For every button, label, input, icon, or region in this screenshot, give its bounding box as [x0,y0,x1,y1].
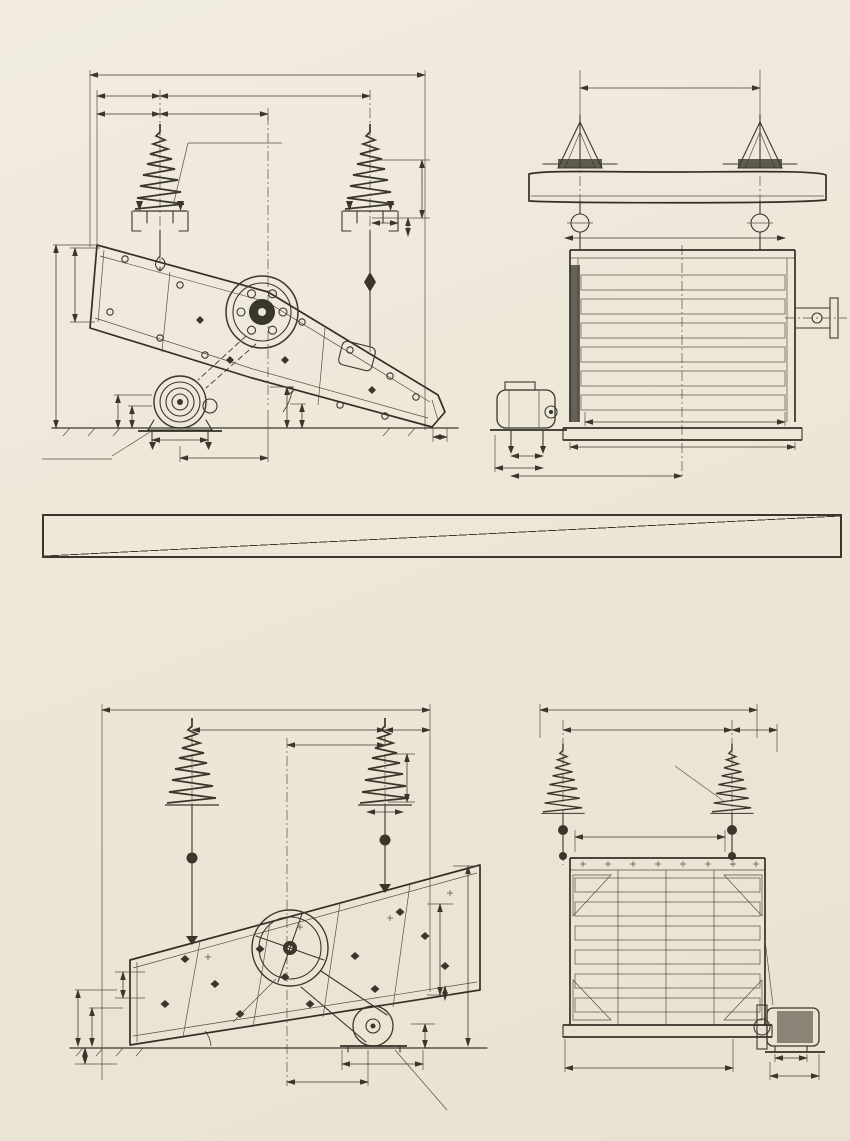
fig4l-side-dimensions [75,866,477,1064]
fig3r-suspension-rods [567,201,773,250]
fig4r-screen-box [563,858,772,1037]
fig3-belt [198,336,256,388]
table3-corner-cell [43,515,841,557]
fig3-top-dimensions [90,75,425,114]
fig4l-extension-lines [102,704,430,1086]
fig4-motor-bolt-note-line2 [410,1116,432,1127]
fig4r-bottom-dimensions [565,1039,819,1080]
fig4l-top-dimensions [102,710,430,812]
fig3r-bottom-dimensions [495,412,795,476]
fig4-motor-bolt-note [410,1098,432,1130]
fig4r-extension-lines [540,704,777,865]
fig3-screen-body [90,245,445,427]
table3-header-row [43,515,841,557]
figure3-end-view-drawing [485,60,850,495]
fig4r-top-dimensions [540,710,777,730]
fig3r-hangers [543,115,797,168]
fig3-left-spring [132,124,188,271]
fig3-spring-dimensions [372,160,430,236]
fig3-ground-line [52,428,458,436]
fig3-extension-lines [90,70,425,430]
fig4r-1500-dimension [575,830,725,852]
fig3-motor [138,376,222,450]
figure4-side-view-drawing [55,690,535,1140]
fig4l-left-spring [165,718,219,945]
fig3r-screen-decks [581,275,785,410]
fig3-flywheel [226,276,298,348]
fig3r-motor [490,382,567,454]
fig4l-screen-body [130,865,480,1045]
fig4r-screen-decks [575,878,760,1012]
fig4r-bolt-note-leader [675,766,725,802]
fig4l-belt-drive [301,971,393,1046]
fig4l-flywheel [252,910,328,986]
figure4-end-view-drawing [525,690,850,1140]
fig3r-support-beam [529,172,826,203]
fig3r-extension-lines [580,70,760,478]
fig3r-screen-box [563,250,802,440]
fig3-anchor-note [42,432,150,459]
fig4l-ground-line [70,1048,487,1056]
figure3-side-view-drawing [40,60,470,495]
table3 [42,514,842,558]
fig4l-motor-base [340,1046,407,1052]
fig3-bolt-note [173,143,282,206]
